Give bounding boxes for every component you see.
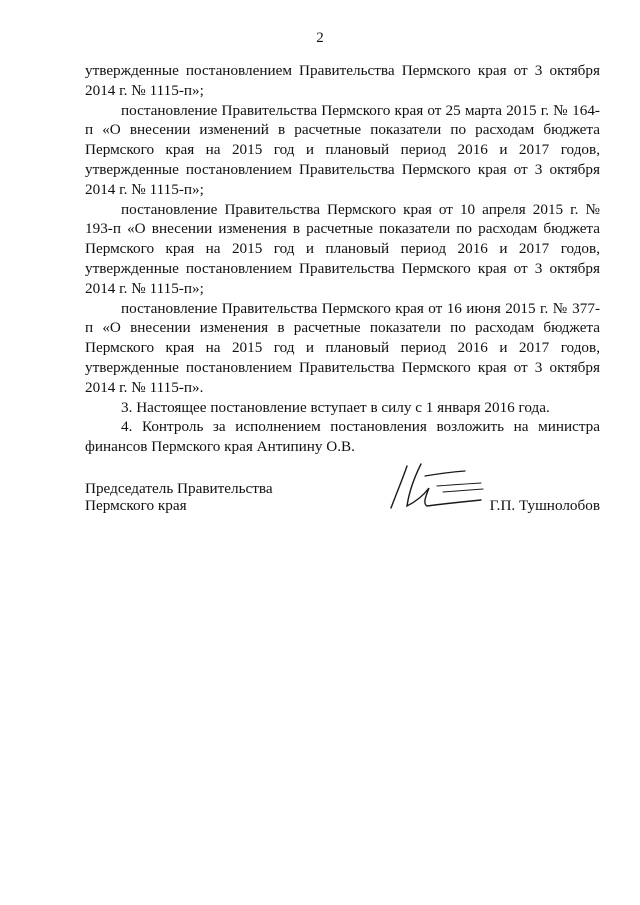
signature-block [85,480,600,530]
paragraph-resolution-377: постановление Правительства Пермского края от 16 июня 2015 г. № 377-п «О внесении изменения в расчетные показатели по расходам бюджета Пермского края на 2015 год и плановый период 2016 и 2017 годов, утвержденные постановлением Правительства Пермского края от 3 октября 2014 г. № 1115-п». [85,299,600,396]
page-number: 2 [316,30,324,46]
signer-name: Г.П. Тушнолобов [489,497,600,514]
paragraph-resolution-164: постановление Правительства Пермского края от 25 марта 2015 г. № 164-п «О внесении изменений в расчетные показатели по расходам бюджета Пермского края на 2015 год и плановый период 2016 и 2017 годов, утвержденные постановлением Правительства Пермского края от 3 октября 2014 г. № 1115-п»; [85,101,600,198]
paragraph-control: 4. Контроль за исполнением постановления возложить на министра финансов Пермского края Антипину О.В. [85,418,600,456]
signer-title [85,480,273,514]
paragraph-resolution-193: постановление Правительства Пермского края от 10 апреля 2015 г. № 193-п «О внесении изменения в расчетные показатели по расходам бюджета Пермского края на 2015 год и плановый период 2016 и 2017 годов, утвержденные постановлением Правительства Пермского края от 3 октября 2014 г. № 1115-п»; [85,200,600,297]
paragraph-effective-date: 3. Настоящее постановление вступает в силу с 1 января 2016 года. [121,398,550,416]
handwritten-signature [385,458,495,514]
signer-title-line-2: Пермского края [85,497,187,514]
paragraph-continuation: утвержденные постановлением Правительства Пермского края от 3 октября 2014 г. № 1115-п»; [85,62,600,99]
signer-title-line-1: Председатель Правительства [85,480,273,497]
document-body [85,61,600,457]
